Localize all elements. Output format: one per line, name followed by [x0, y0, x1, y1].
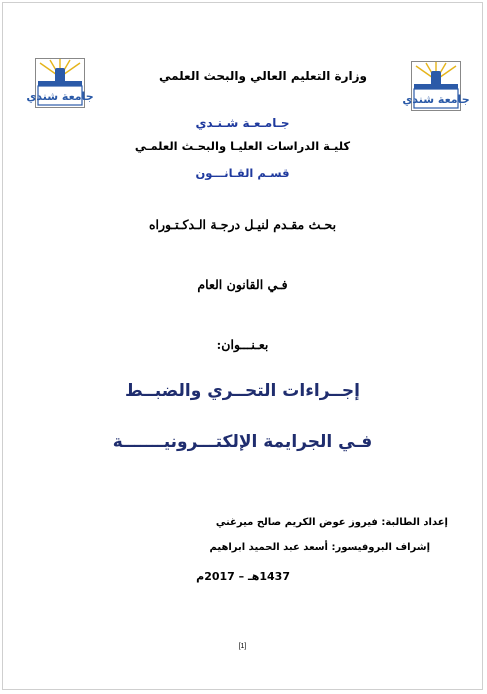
degree-line: بحـث مقـدم لنيـل درجـة الـدكـتـوراه [148, 217, 337, 232]
date-line: 1437هـ – 2017م [196, 570, 290, 583]
supervisor: إشراف البروفيسور: أسعد عبد الحميد ابراهيم [209, 542, 430, 553]
university-logo-icon [26, 59, 94, 107]
thesis-title-line-1: إجــراءات التحــري والضبــط [124, 381, 360, 401]
ministry-name: وزارة التعليم العالي والبحث العلمي [158, 69, 367, 83]
university-logo-icon [402, 62, 470, 110]
university-logo-left [26, 58, 94, 108]
college-name: كليـة الدراسات العليـا والبحـث العلمـي [134, 139, 351, 153]
university-logo-right [402, 61, 470, 111]
svg-text:جامعة شندي: جامعة شندي [26, 90, 94, 103]
document-page [2, 2, 483, 690]
department-name: قسـم القـانـــون [195, 166, 290, 180]
page-number: [1] [238, 643, 247, 650]
field-line: فـي القانون العام [197, 277, 288, 292]
svg-text:جامعة شندي: جامعة شندي [402, 93, 470, 106]
university-name: جـامـعـة شـنـدي [195, 116, 290, 130]
thesis-title-line-2: فـي الجرايمة الإلكتـــرونيـــــــة [112, 432, 373, 452]
title-label: بعـنـــوان: [216, 337, 269, 352]
prepared-by: إعداد الطالبة: فيروز عوض الكريم صالح ميرغني [215, 517, 448, 528]
